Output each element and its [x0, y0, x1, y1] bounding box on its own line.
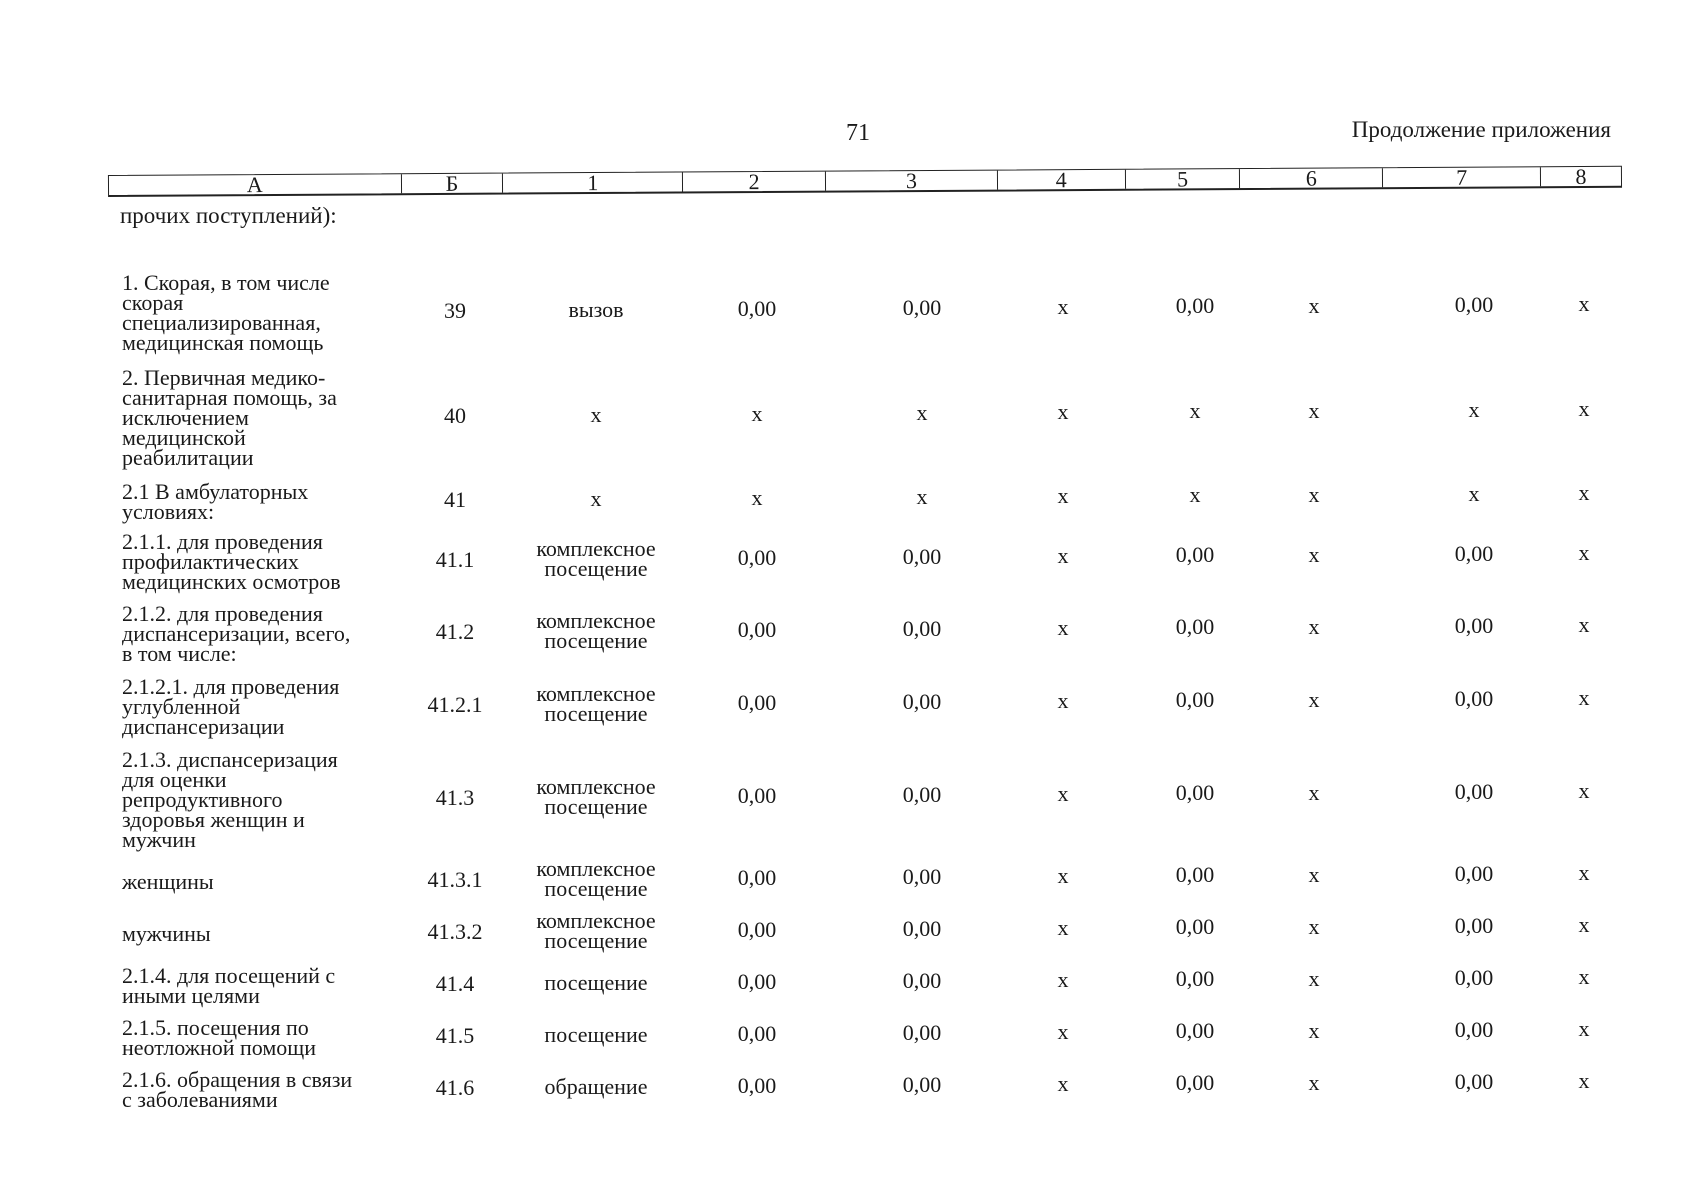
- row-col-6: х: [1308, 965, 1320, 991]
- row-col-7: 0,00: [1454, 540, 1494, 566]
- row-code: 41.3.1: [427, 866, 483, 892]
- row-col-7: 0,00: [1454, 964, 1494, 990]
- row-code: 40: [444, 402, 466, 428]
- row-col-3: 0,00: [902, 544, 942, 570]
- row-label: 2. Первичная медико- санитарная помощь, за исключением медицинской реабилитации: [122, 365, 337, 470]
- row-unit: х: [590, 402, 602, 428]
- row-col-8: х: [1578, 912, 1590, 938]
- row-col-3: 0,00: [902, 689, 942, 715]
- row-col-5: 0,00: [1175, 780, 1215, 806]
- row-unit: комплексное посещение: [536, 774, 656, 820]
- row-col-5: 0,00: [1175, 914, 1215, 940]
- row-col-8: х: [1578, 480, 1590, 506]
- row-col-5: х: [1189, 482, 1201, 508]
- row-col-6: х: [1308, 779, 1320, 805]
- row-col-3: 0,00: [902, 782, 942, 808]
- row-col-5: 0,00: [1175, 687, 1215, 713]
- row-label: мужчины: [122, 921, 211, 946]
- row-col-2: 0,00: [737, 296, 777, 322]
- row-col-4: х: [1057, 915, 1069, 941]
- row-col-7: 0,00: [1454, 912, 1494, 938]
- row-col-8: х: [1578, 612, 1590, 638]
- row-col-3: 0,00: [902, 616, 942, 642]
- row-unit: вызов: [568, 297, 624, 323]
- row-col-3: х: [916, 400, 928, 426]
- row-col-4: х: [1057, 863, 1069, 889]
- row-unit: комплексное посещение: [536, 856, 656, 902]
- row-col-5: 0,00: [1175, 614, 1215, 640]
- row-label: 2.1.6. обращения в связи с заболеваниями: [122, 1067, 353, 1112]
- carry-over-text: прочих поступлений):: [120, 203, 337, 228]
- row-col-7: 0,00: [1454, 1016, 1494, 1042]
- header-col-3: 3: [826, 171, 998, 191]
- row-col-8: х: [1578, 685, 1590, 711]
- header-col-b: Б: [402, 174, 504, 194]
- row-col-4: х: [1057, 543, 1069, 569]
- row-col-3: 0,00: [902, 1020, 942, 1046]
- row-col-5: 0,00: [1175, 862, 1215, 888]
- row-label: 2.1.5. посещения по неотложной помощи: [122, 1015, 316, 1060]
- row-col-6: х: [1308, 686, 1320, 712]
- row-col-8: х: [1578, 860, 1590, 886]
- row-col-5: 0,00: [1175, 293, 1215, 319]
- row-col-2: 0,00: [737, 1073, 777, 1099]
- row-col-8: х: [1578, 540, 1590, 566]
- row-col-3: 0,00: [902, 968, 942, 994]
- row-col-8: х: [1578, 1016, 1590, 1042]
- row-col-2: 0,00: [737, 1021, 777, 1047]
- row-col-7: 0,00: [1454, 1068, 1494, 1094]
- row-col-4: х: [1057, 483, 1069, 509]
- row-col-6: х: [1308, 1017, 1320, 1043]
- header-col-7: 7: [1383, 167, 1541, 187]
- row-label: 2.1.1. для проведения профилактических медицинских осмотров: [122, 529, 341, 594]
- row-col-7: х: [1468, 396, 1480, 422]
- row-label: 2.1 В амбулаторных условиях:: [122, 479, 309, 524]
- header-col-6: 6: [1240, 168, 1383, 188]
- row-col-7: 0,00: [1454, 685, 1494, 711]
- row-col-2: 0,00: [737, 617, 777, 643]
- row-unit: посещение: [544, 970, 648, 996]
- header-col-5: 5: [1126, 169, 1241, 189]
- row-col-6: х: [1308, 613, 1320, 639]
- row-code: 41.4: [435, 970, 475, 996]
- row-unit: комплексное посещение: [536, 681, 656, 727]
- row-col-5: 0,00: [1175, 1070, 1215, 1096]
- table-header: [108, 163, 1622, 198]
- row-col-4: х: [1057, 399, 1069, 425]
- row-col-8: х: [1578, 396, 1590, 422]
- row-col-4: х: [1057, 294, 1069, 320]
- row-label: 2.1.3. диспансеризация для оценки репродуктивного здоровья женщин и мужчин: [122, 747, 338, 852]
- row-col-4: х: [1057, 615, 1069, 641]
- row-col-2: х: [751, 485, 763, 511]
- continuation-title: Продолжение приложения: [1351, 117, 1611, 142]
- row-col-4: х: [1057, 1019, 1069, 1045]
- row-code: 41.5: [435, 1022, 475, 1048]
- row-col-2: 0,00: [737, 545, 777, 571]
- row-col-2: 0,00: [737, 783, 777, 809]
- row-label: 2.1.2. для проведения диспансеризации, всего, в том числе:: [122, 601, 351, 666]
- header-col-1: 1: [503, 172, 683, 192]
- row-col-8: х: [1578, 1068, 1590, 1094]
- row-label: женщины: [122, 869, 214, 894]
- row-col-2: 0,00: [737, 969, 777, 995]
- row-code: 41.2: [435, 618, 475, 644]
- row-label: 1. Скорая, в том числе скорая специализированная, медицинская помощь: [122, 270, 330, 355]
- row-col-5: 0,00: [1175, 542, 1215, 568]
- row-code: 41.2.1: [427, 691, 483, 717]
- row-label: 2.1.2.1. для проведения углубленной диспансеризации: [122, 674, 340, 739]
- row-col-6: х: [1308, 541, 1320, 567]
- row-col-3: 0,00: [902, 295, 942, 321]
- row-unit: комплексное посещение: [536, 908, 656, 954]
- row-code: 41.3.2: [427, 918, 483, 944]
- row-col-7: 0,00: [1454, 291, 1494, 317]
- header-col-2: 2: [683, 172, 826, 192]
- row-unit: посещение: [544, 1022, 648, 1048]
- row-unit: комплексное посещение: [536, 608, 656, 654]
- row-col-6: х: [1308, 1069, 1320, 1095]
- row-col-4: х: [1057, 781, 1069, 807]
- row-col-8: х: [1578, 964, 1590, 990]
- row-col-7: х: [1468, 480, 1480, 506]
- row-col-5: 0,00: [1175, 1018, 1215, 1044]
- row-col-6: х: [1308, 481, 1320, 507]
- row-code: 41.3: [435, 784, 475, 810]
- row-col-4: х: [1057, 967, 1069, 993]
- row-col-4: х: [1057, 1071, 1069, 1097]
- header-col-a: А: [109, 174, 402, 195]
- row-col-5: 0,00: [1175, 966, 1215, 992]
- row-col-5: х: [1189, 398, 1201, 424]
- row-col-2: 0,00: [737, 865, 777, 891]
- row-col-6: х: [1308, 397, 1320, 423]
- row-col-6: х: [1308, 292, 1320, 318]
- row-label: 2.1.4. для посещений с иными целями: [122, 963, 336, 1008]
- row-col-4: х: [1057, 688, 1069, 714]
- row-col-6: х: [1308, 913, 1320, 939]
- row-col-8: х: [1578, 291, 1590, 317]
- row-col-7: 0,00: [1454, 778, 1494, 804]
- row-col-8: х: [1578, 778, 1590, 804]
- row-col-2: х: [751, 401, 763, 427]
- row-unit: х: [590, 486, 602, 512]
- row-unit: комплексное посещение: [536, 536, 656, 582]
- row-code: 39: [444, 297, 466, 323]
- row-col-3: 0,00: [902, 1072, 942, 1098]
- row-code: 41.6: [435, 1074, 475, 1100]
- page-number: 71: [846, 120, 870, 146]
- header-col-4: 4: [998, 170, 1126, 190]
- row-col-3: 0,00: [902, 864, 942, 890]
- row-col-2: 0,00: [737, 917, 777, 943]
- row-col-3: х: [916, 484, 928, 510]
- row-code: 41.1: [435, 546, 475, 572]
- row-unit: обращение: [544, 1074, 648, 1100]
- row-col-7: 0,00: [1454, 860, 1494, 886]
- row-code: 41: [444, 486, 466, 512]
- row-col-3: 0,00: [902, 916, 942, 942]
- header-col-8: 8: [1575, 163, 1587, 190]
- row-col-7: 0,00: [1454, 612, 1494, 638]
- row-col-2: 0,00: [737, 690, 777, 716]
- row-col-6: х: [1308, 861, 1320, 887]
